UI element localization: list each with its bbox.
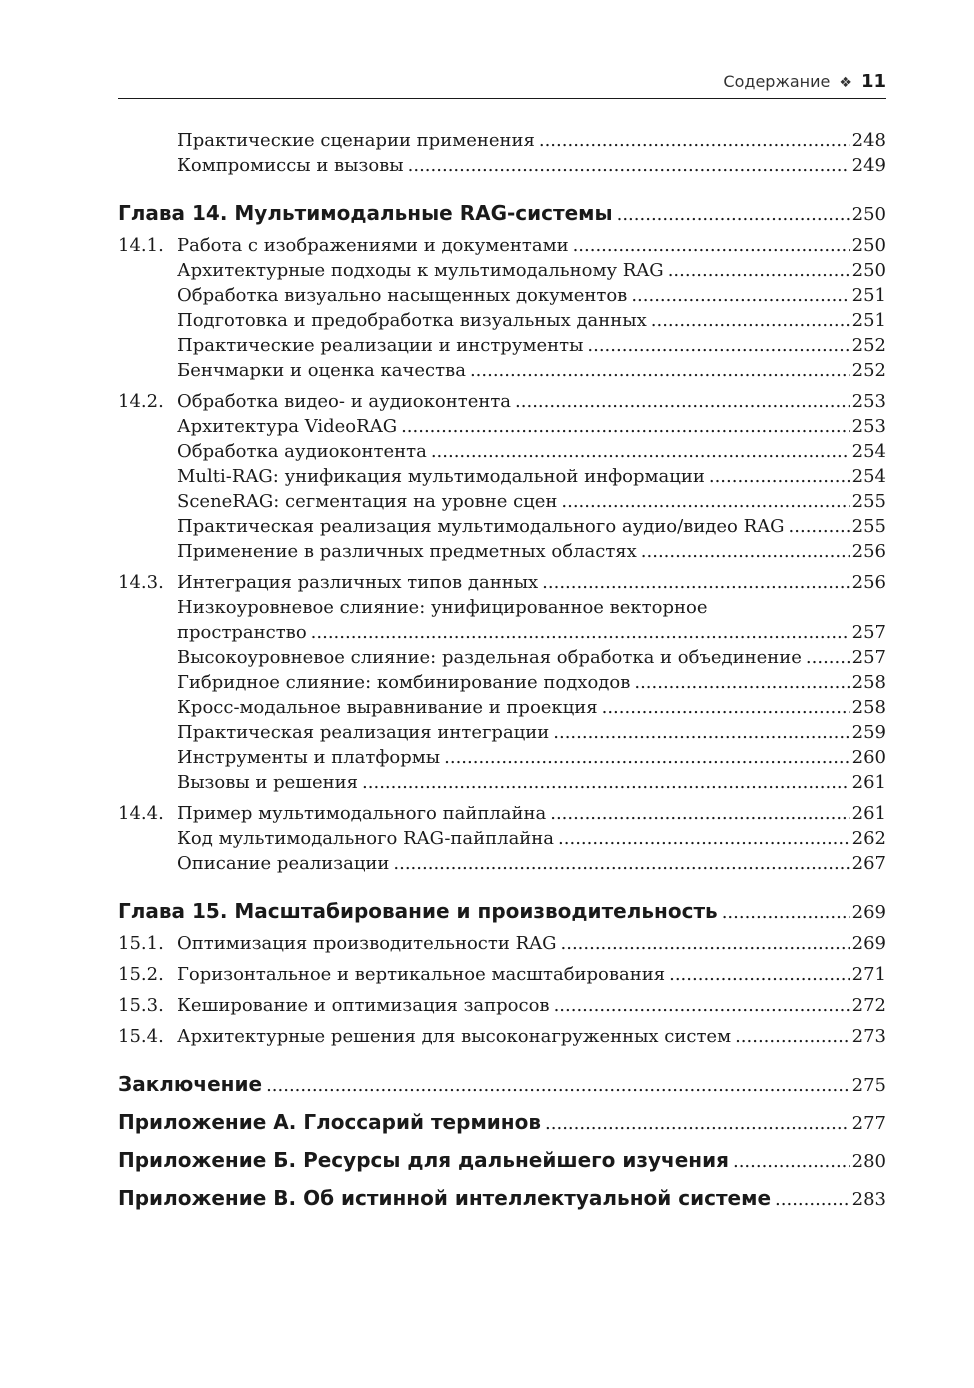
toc-section-14-1[interactable] xyxy=(118,233,886,258)
chapter-title: Глава 15. Масштабирование и производительность xyxy=(118,899,718,923)
section-number: 15.1. xyxy=(118,933,164,954)
toc-entry-page: 267 xyxy=(851,853,886,874)
toc-entry-page: 257 xyxy=(851,647,886,668)
header-wrap xyxy=(723,71,886,92)
dot-leader xyxy=(602,695,850,720)
toc-entry[interactable] xyxy=(118,720,886,745)
toc-section-14-2[interactable] xyxy=(118,389,886,414)
table-of-contents xyxy=(118,128,886,1215)
toc-entry-page: 258 xyxy=(851,697,886,718)
toc-appendix-v[interactable] xyxy=(118,1183,886,1215)
section-page: 271 xyxy=(851,964,886,985)
dot-leader xyxy=(733,1147,850,1177)
toc-entry-page: 255 xyxy=(851,491,886,512)
dot-leader xyxy=(558,826,850,851)
toc-entry-title: Бенчмарки и оценка качества xyxy=(177,360,466,381)
chapter-title: Глава 14. Мультимодальные RAG-системы xyxy=(118,201,613,225)
toc-entry[interactable] xyxy=(118,128,886,153)
toc-entry-title: Подготовка и предобработка визуальных данных xyxy=(177,310,647,331)
section-title: Интеграция различных типов данных xyxy=(177,572,539,593)
section-page: 269 xyxy=(851,933,886,954)
toc-entry[interactable] xyxy=(118,464,886,489)
chapter-page: 277 xyxy=(851,1113,886,1134)
toc-entry-page: 254 xyxy=(851,466,886,487)
toc-entry-title: Практическая реализация интеграции xyxy=(177,722,550,743)
toc-entry-title: Вызовы и решения xyxy=(177,772,359,793)
toc-entry[interactable] xyxy=(118,439,886,464)
dot-leader xyxy=(775,1185,850,1215)
section-page: 261 xyxy=(851,803,886,824)
toc-entry-page: 254 xyxy=(851,441,886,462)
toc-entry-title: Практические реализации и инструменты xyxy=(177,335,584,356)
section-number: 14.3. xyxy=(118,572,164,593)
section-number: 14.4. xyxy=(118,803,164,824)
toc-entry-page: 258 xyxy=(851,672,886,693)
chapter-title: Приложение А. Глоссарий терминов xyxy=(118,1110,542,1134)
toc-entry-title: Компромиссы и вызовы xyxy=(177,155,404,176)
toc-entry-title: Кросс-модальное выравнивание и проекция xyxy=(177,697,598,718)
section-title: Архитектурные решения для высоконагруженных систем xyxy=(177,1026,732,1047)
ornament-icon: ❖ xyxy=(839,75,852,91)
dot-leader xyxy=(401,414,850,439)
dot-leader xyxy=(515,389,850,414)
toc-entry-title: Обработка визуально насыщенных документов xyxy=(177,285,628,306)
dot-leader xyxy=(709,464,850,489)
toc-entry[interactable] xyxy=(118,358,886,383)
toc-entry-page: 252 xyxy=(851,360,886,381)
toc-entry-page: 252 xyxy=(851,335,886,356)
toc-entry-wrapped-line[interactable] xyxy=(118,595,886,620)
dot-leader xyxy=(362,770,850,795)
dot-leader xyxy=(470,358,850,383)
toc-entry-page: 251 xyxy=(851,310,886,331)
dot-leader xyxy=(651,308,850,333)
section-title: Обработка видео- и аудиоконтента xyxy=(177,391,512,412)
toc-section-15-4[interactable] xyxy=(118,1024,886,1049)
chapter-page: 269 xyxy=(851,902,886,923)
toc-entry-title: Обработка аудиоконтента xyxy=(177,441,427,462)
toc-entry-title: SceneRAG: сегментация на уровне сцен xyxy=(177,491,558,512)
toc-chapter-15[interactable] xyxy=(118,896,886,928)
toc-entry[interactable] xyxy=(118,770,886,795)
toc-section-14-3[interactable] xyxy=(118,570,886,595)
dot-leader xyxy=(408,153,850,178)
chapter-page: 283 xyxy=(851,1189,886,1210)
section-title: Горизонтальное и вертикальное масштабирования xyxy=(177,964,666,985)
toc-entry-title: Описание реализации xyxy=(177,853,390,874)
toc-section-14-4[interactable] xyxy=(118,801,886,826)
running-header xyxy=(118,68,886,99)
toc-entry-title-line2: пространство xyxy=(177,622,307,643)
toc-entry-title-line1: Низкоуровневое слияние: унифицированное векторное xyxy=(177,597,708,618)
toc-entry-title: Архитектура VideoRAG xyxy=(177,416,398,437)
dot-leader xyxy=(561,489,849,514)
dot-leader xyxy=(789,514,850,539)
toc-entry-title: Multi-RAG: унификация мультимодальной информации xyxy=(177,466,705,487)
section-page: 256 xyxy=(851,572,886,593)
toc-entry-title: Применение в различных предметных областях xyxy=(177,541,637,562)
toc-chapter-14[interactable] xyxy=(118,198,886,230)
dot-leader xyxy=(669,962,850,987)
toc-appendix-b[interactable] xyxy=(118,1145,886,1177)
section-number: 15.3. xyxy=(118,995,164,1016)
toc-entry-page: 260 xyxy=(851,747,886,768)
chapter-page: 250 xyxy=(851,204,886,225)
chapter-title: Приложение В. Об истинной интеллектуальной системе xyxy=(118,1186,772,1210)
toc-entry[interactable] xyxy=(118,258,886,283)
chapter-page: 280 xyxy=(851,1151,886,1172)
dot-leader xyxy=(617,200,850,230)
toc-entry[interactable] xyxy=(118,645,886,670)
toc-entry-page: 259 xyxy=(851,722,886,743)
section-page: 250 xyxy=(851,235,886,256)
section-title: Оптимизация производительности RAG xyxy=(177,933,557,954)
toc-entry-title: Практическая реализация мультимодального аудио/видео RAG xyxy=(177,516,785,537)
toc-section-15-3[interactable] xyxy=(118,993,886,1018)
dot-leader xyxy=(668,258,850,283)
dot-leader xyxy=(631,283,849,308)
toc-entry[interactable] xyxy=(118,695,886,720)
toc-entry-page: 253 xyxy=(851,416,886,437)
toc-entry-page: 255 xyxy=(851,516,886,537)
section-number: 15.2. xyxy=(118,964,164,985)
toc-entry-page: 257 xyxy=(851,622,886,643)
dot-leader xyxy=(431,439,850,464)
toc-entry[interactable] xyxy=(118,851,886,876)
toc-entry[interactable] xyxy=(118,539,886,564)
dot-leader xyxy=(634,670,849,695)
section-number: 14.1. xyxy=(118,235,164,256)
toc-entry[interactable] xyxy=(118,620,886,645)
toc-entry[interactable] xyxy=(118,489,886,514)
toc-entry-page: 261 xyxy=(851,772,886,793)
toc-entry[interactable] xyxy=(118,153,886,178)
toc-appendix-a[interactable] xyxy=(118,1107,886,1139)
chapter-page: 275 xyxy=(851,1075,886,1096)
dot-leader xyxy=(550,801,849,826)
dot-leader xyxy=(561,931,850,956)
toc-entry-title: Архитектурные подходы к мультимодальному RAG xyxy=(177,260,664,281)
section-page: 272 xyxy=(851,995,886,1016)
toc-entry-title: Практические сценарии применения xyxy=(177,130,535,151)
dot-leader xyxy=(641,539,850,564)
toc-entry[interactable] xyxy=(118,826,886,851)
toc-entry-page: 249 xyxy=(851,155,886,176)
dot-leader xyxy=(545,1109,850,1139)
toc-entry-page: 250 xyxy=(851,260,886,281)
dot-leader xyxy=(553,720,849,745)
section-title: Пример мультимодального пайплайна xyxy=(177,803,547,824)
toc-entry[interactable] xyxy=(118,414,886,439)
dot-leader xyxy=(722,898,850,928)
chapter-title: Приложение Б. Ресурсы для дальнейшего изучения xyxy=(118,1148,729,1172)
toc-entry-page: 251 xyxy=(851,285,886,306)
toc-entry[interactable] xyxy=(118,333,886,358)
dot-leader xyxy=(393,851,849,876)
toc-entry-page: 262 xyxy=(851,828,886,849)
toc-entry-page: 248 xyxy=(851,130,886,151)
dot-leader xyxy=(311,620,850,645)
dot-leader xyxy=(587,333,849,358)
dot-leader xyxy=(554,993,850,1018)
toc-entry[interactable] xyxy=(118,514,886,539)
toc-section-15-1[interactable] xyxy=(118,931,886,956)
chapter-title: Заключение xyxy=(118,1072,263,1096)
header-section-title: Содержание xyxy=(723,72,831,91)
toc-entry-title: Гибридное слияние: комбинирование подходов xyxy=(177,672,631,693)
section-title: Работа с изображениями и документами xyxy=(177,235,569,256)
dot-leader xyxy=(539,128,850,153)
toc-entry[interactable] xyxy=(118,308,886,333)
toc-section-15-2[interactable] xyxy=(118,962,886,987)
section-page: 273 xyxy=(851,1026,886,1047)
dot-leader xyxy=(444,745,850,770)
section-title: Кеширование и оптимизация запросов xyxy=(177,995,550,1016)
dot-leader xyxy=(735,1024,850,1049)
dot-leader xyxy=(266,1071,850,1101)
dot-leader xyxy=(806,645,850,670)
section-page: 253 xyxy=(851,391,886,412)
toc-entry[interactable] xyxy=(118,670,886,695)
toc-entry-title: Высокоуровневое слияние: раздельная обработка и объединение xyxy=(177,647,802,668)
toc-entry[interactable] xyxy=(118,283,886,308)
toc-conclusion[interactable] xyxy=(118,1069,886,1101)
dot-leader xyxy=(542,570,849,595)
toc-entry[interactable] xyxy=(118,745,886,770)
toc-entry-title: Инструменты и платформы xyxy=(177,747,441,768)
toc-entry-title: Код мультимодального RAG-пайплайна xyxy=(177,828,555,849)
toc-entry-page: 256 xyxy=(851,541,886,562)
section-number: 15.4. xyxy=(118,1026,164,1047)
dot-leader xyxy=(573,233,850,258)
section-number: 14.2. xyxy=(118,391,164,412)
page-number: 11 xyxy=(860,71,886,92)
